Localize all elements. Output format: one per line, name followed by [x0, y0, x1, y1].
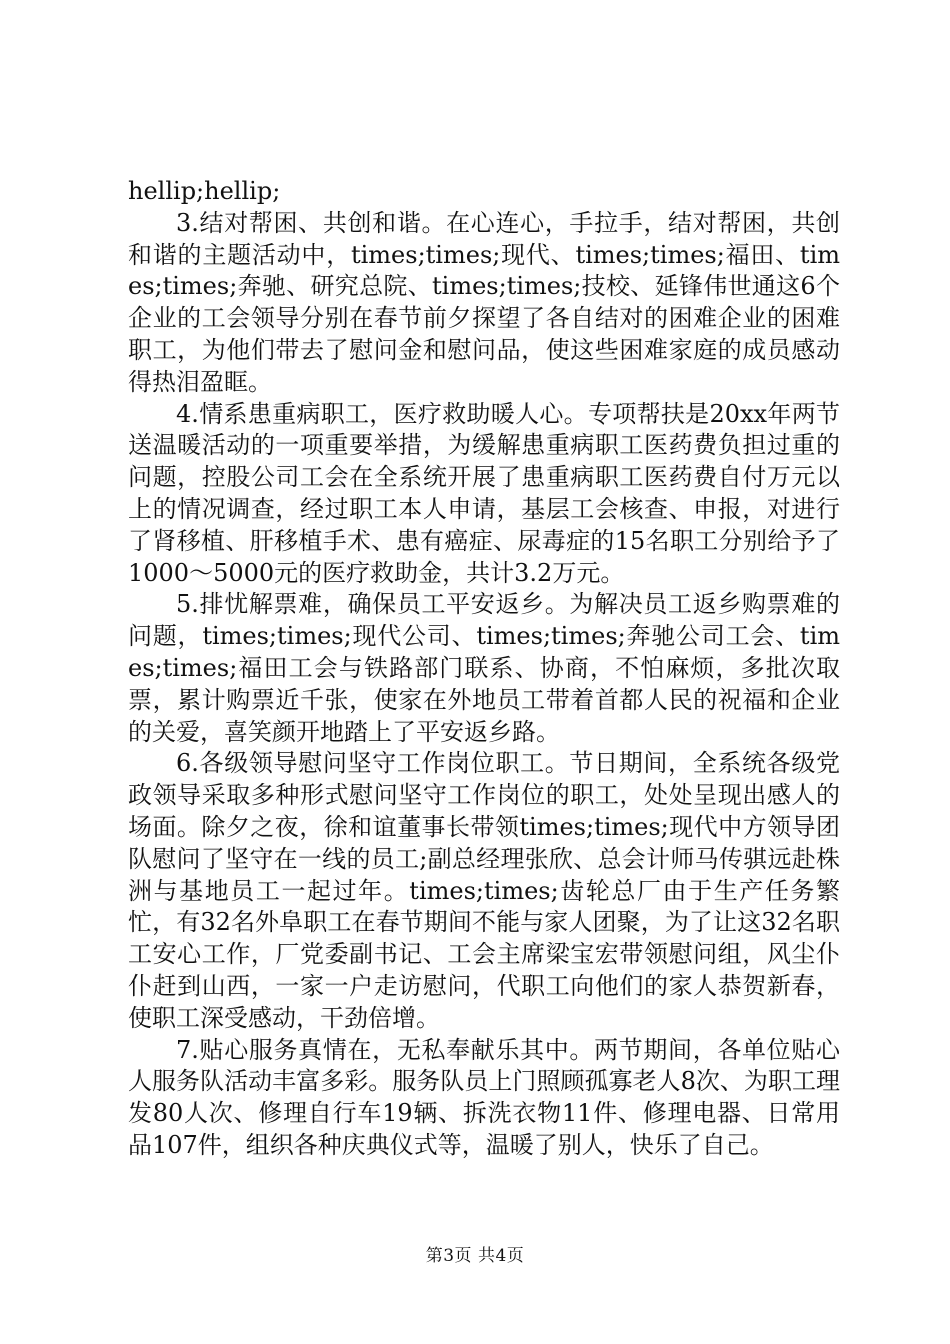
paragraph-item-6: 6.各级领导慰问坚守工作岗位职工。节日期间，全系统各级党政领导采取多种形式慰问坚守工作岗位的职工，处处呈现出感人的场面。除夕之夜，徐和谊董事长带领times;times;现代中方领导团队慰问了坚守在一线的员工;副总经理张欣、总会计师马传骐远赴株洲与基地员工一起过年。times;times;齿轮总厂由于生产任务繁忙，有32名外阜职工在春节期间不能与家人团聚，为了让这32名职工安心工作，厂党委副书记、工会主席梁宝宏带领慰问组，风尘仆仆赶到山西，一家一户走访慰问，代职工向他们的家人恭贺新春，使职工深受感动，干劲倍增。 [128, 749, 840, 1032]
paragraph-item-3: 3.结对帮困、共创和谐。在心连心，手拉手，结对帮困，共创和谐的主题活动中，times;times;现代、times;times;福田、times;times;奔驰、研究总院、times;times;技校、延锋伟世通这6个企业的工会领导分别在春节前夕探望了各自结对的困难企业的困难职工，为他们带去了慰问金和慰问品，使这些困难家庭的成员感动得热泪盈眶。 [128, 208, 840, 396]
paragraph-continuation: hellip;hellip; [128, 177, 281, 205]
document-body [128, 176, 840, 1162]
paragraph-item-5: 5.排忧解票难，确保员工平安返乡。为解决员工返乡购票难的问题，times;times;现代公司、times;times;奔驰公司工会、times;times;福田工会与铁路部门联系、协商，不怕麻烦，多批次取票，累计购票近千张，使家在外地员工带着首都人民的祝福和企业的关爱，喜笑颜开地踏上了平安返乡路。 [128, 590, 840, 746]
paragraph-item-4: 4.情系患重病职工，医疗救助暖人心。专项帮扶是20xx年两节送温暖活动的一项重要举措，为缓解患重病职工医药费负担过重的问题，控股公司工会在全系统开展了患重病职工医药费自付万元以上的情况调查，经过职工本人申请，基层工会核查、申报，对进行了肾移植、肝移植手术、患有癌症、尿毒症的15名职工分别给予了1000～5000元的医疗救助金，共计3.2万元。 [128, 399, 840, 587]
page-number-footer: 第3页 共4页 [425, 1246, 525, 1266]
paragraph-item-7: 7.贴心服务真情在，无私奉献乐其中。两节期间，各单位贴心人服务队活动丰富多彩。服务队员上门照顾孤寡老人8次、为职工理发80人次、修理自行车19辆、拆洗衣物11件、修理电器、日常用品107件，组织各种庆典仪式等，温暖了别人，快乐了自己。 [128, 1035, 840, 1159]
